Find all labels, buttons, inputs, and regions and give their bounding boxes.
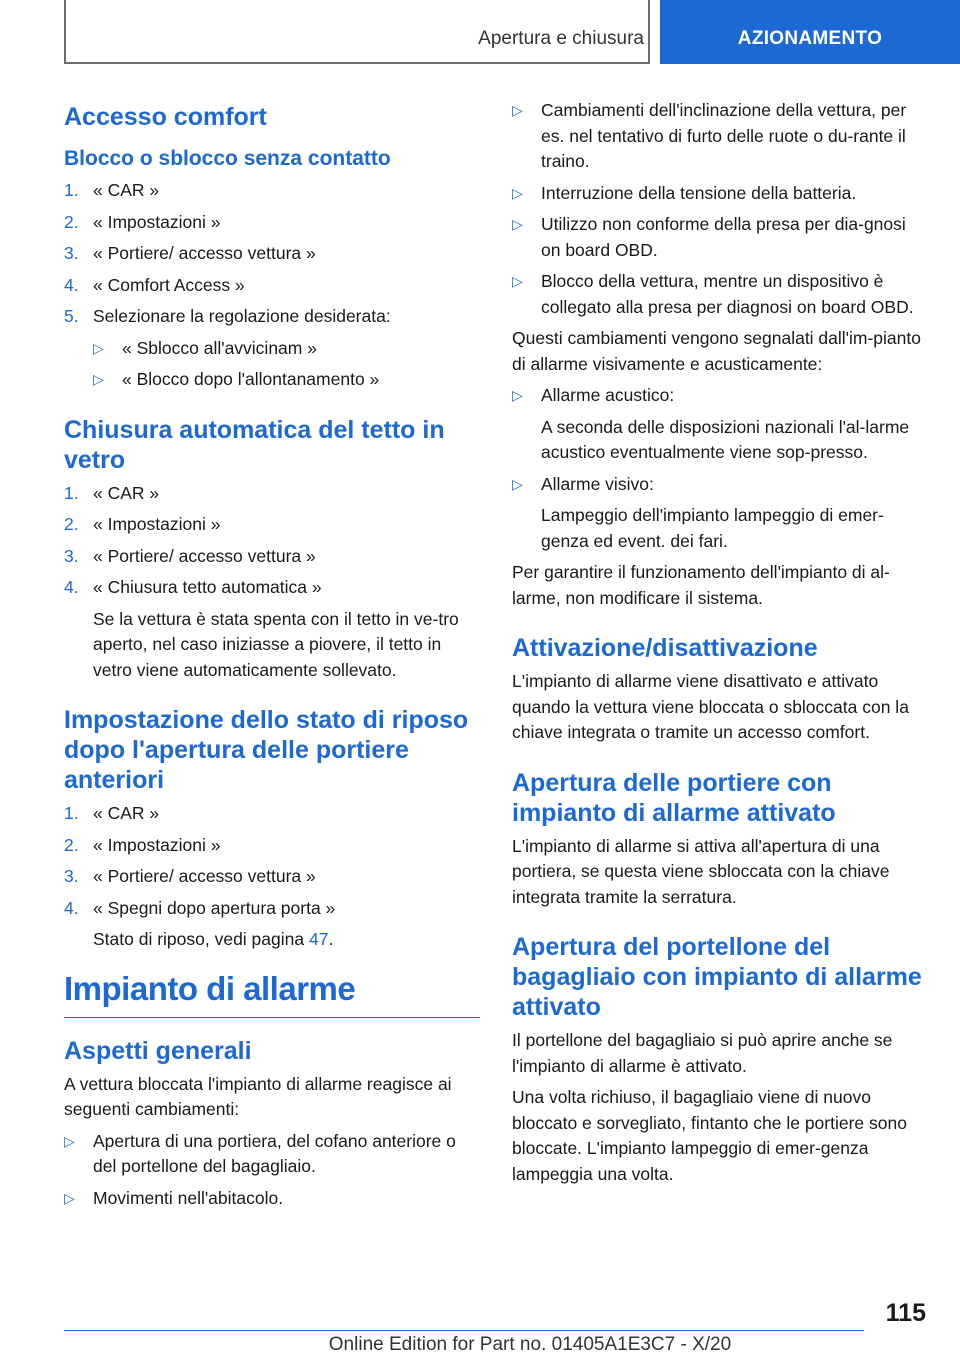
list-item: 2. « Impostazioni » xyxy=(64,834,221,855)
list-item: ▷ Apertura di una portiera, del cofano anteriore o del portellone del bagagliaio. xyxy=(64,1129,480,1180)
list-item: 3. « Portiere/ accesso vettura » xyxy=(64,866,316,886)
list-item: ▷ Blocco della vettura, mentre un dispositivo è collegato alla presa per diagnosi on board OBD. xyxy=(512,269,928,320)
activation-text: L'impianto di allarme viene disattivato e attivato quando la vettura viene bloccata o sbloccata con la chiave integrata o tramite un accesso comfort. xyxy=(512,671,909,742)
heading-tailgate-opening: Apertura del portellone del bagagliaio con impianto di allarme attivato xyxy=(512,933,922,1021)
list-item: ▷ Allarme acustico: xyxy=(512,383,928,409)
list-item: 3. « Portiere/ accesso vettura » xyxy=(64,545,316,566)
roof-note: Se la vettura è stata spenta con il tetto in ve-tro aperto, nel caso iniziasse a piovere, il tetto in vetro viene automaticamente sollevato. xyxy=(93,608,459,680)
triangle-bullet-icon: ▷ xyxy=(512,475,523,492)
header-section-title: Apertura e chiusura xyxy=(478,28,644,49)
triangle-bullet-icon: ▷ xyxy=(512,216,523,232)
visual-text: Lampeggio dell'impianto lampeggio di emer-genza ed event. dei fari. xyxy=(541,505,884,551)
signal-text: Questi cambiamenti vengono segnalati dall'im-pianto di allarme visivamente e acusticamente: xyxy=(512,328,921,374)
list-item: ▷ Interruzione della tensione della batteria. xyxy=(512,181,928,207)
list-item: ▷ Cambiamenti dell'inclinazione della vettura, per es. nel tentativo di furto delle ruote o du-rante il traino. xyxy=(512,98,928,175)
warning-text: Per garantire il funzionamento dell'impianto di al-larme, non modificare il sistema. xyxy=(512,562,890,608)
acoustic-text: A seconda delle disposizioni nazionali l'al-larme acustico eventualmente viene sop-presso. xyxy=(541,416,910,462)
list-item: 1. « CAR » xyxy=(64,482,160,503)
heading-rest-state: Impostazione dello stato di riposo dopo l'apertura delle portiere anteriori xyxy=(64,706,469,794)
list-item: ▷ Utilizzo non conforme della presa per dia-gnosi on board OBD. xyxy=(512,212,928,263)
list-item: 1. « CAR » xyxy=(64,803,160,823)
left-column xyxy=(64,98,480,1217)
right-column xyxy=(512,98,928,1193)
page-number: 115 xyxy=(885,1299,926,1327)
rest-note: Stato di riposo, vedi pagina 47. xyxy=(93,929,334,949)
heading-alarm-system: Impianto di allarme xyxy=(64,969,480,1018)
page-link[interactable]: 47 xyxy=(309,929,329,949)
list-item: 3. « Portiere/ accesso vettura » xyxy=(64,243,316,263)
list-item: ▷ « Sblocco all'avvicinam » xyxy=(64,336,480,362)
list-item: 5. Selezionare la regolazione desiderata: xyxy=(64,306,391,326)
tailgate-text-2: Una volta richiuso, il bagagliaio viene di nuovo bloccato e sorvegliato, fintanto che le portiere sono bloccate. L'impianto lampeggio di emer-genza lampeggia una volta. xyxy=(512,1087,907,1184)
list-item: 2. « Impostazioni » xyxy=(64,211,221,232)
heading-roof-auto-close: Chiusura automatica del tetto in vetro xyxy=(64,415,445,474)
heading-activation: Attivazione/disattivazione xyxy=(512,634,818,662)
list-item: ▷ « Blocco dopo l'allontanamento » xyxy=(64,367,480,393)
list-item: ▷ Movimenti nell'abitacolo. xyxy=(64,1186,480,1212)
tailgate-text-1: Il portellone del bagagliaio si può aprire anche se l'impianto di allarme è attivato. xyxy=(512,1030,893,1076)
header-chapter-tab xyxy=(660,0,960,64)
doors-text: L'impianto di allarme si attiva all'apertura di una portiera, se questa viene sbloccata con la chiave integrata tramite la serratura. xyxy=(512,835,890,907)
footer-divider xyxy=(64,1330,864,1331)
triangle-bullet-icon: ▷ xyxy=(93,371,104,387)
heading-comfort-access: Accesso comfort xyxy=(64,103,267,131)
list-item: 4. « Chiusura tetto automatica » xyxy=(64,577,322,597)
heading-general: Aspetti generali xyxy=(64,1036,252,1065)
triangle-bullet-icon: ▷ xyxy=(512,184,523,201)
triangle-bullet-icon: ▷ xyxy=(93,339,104,356)
triangle-bullet-icon: ▷ xyxy=(512,102,523,118)
triangle-bullet-icon: ▷ xyxy=(512,387,523,403)
list-item: 2. « Impostazioni » xyxy=(64,514,221,534)
alarm-intro: A vettura bloccata l'impianto di allarme reagisce ai seguenti cambiamenti: xyxy=(64,1073,452,1119)
subheading-keyless: Blocco o sblocco senza contatto xyxy=(64,147,391,170)
heading-doors-opening: Apertura delle portiere con impianto di allarme attivato xyxy=(512,768,836,827)
header-chapter-title: AZIONAMENTO xyxy=(737,28,883,49)
list-item: ▷ Allarme visivo: xyxy=(512,472,928,498)
footer-edition: Online Edition for Part no. 01405A1E3C7 - X/20 xyxy=(328,1334,732,1355)
triangle-bullet-icon: ▷ xyxy=(512,273,523,289)
triangle-bullet-icon: ▷ xyxy=(64,1132,75,1149)
list-item: 4. « Comfort Access » xyxy=(64,274,245,295)
list-item: 1. « CAR » xyxy=(64,180,160,200)
triangle-bullet-icon: ▷ xyxy=(64,1189,75,1206)
list-item: 4. « Spegni dopo apertura porta » xyxy=(64,897,336,918)
